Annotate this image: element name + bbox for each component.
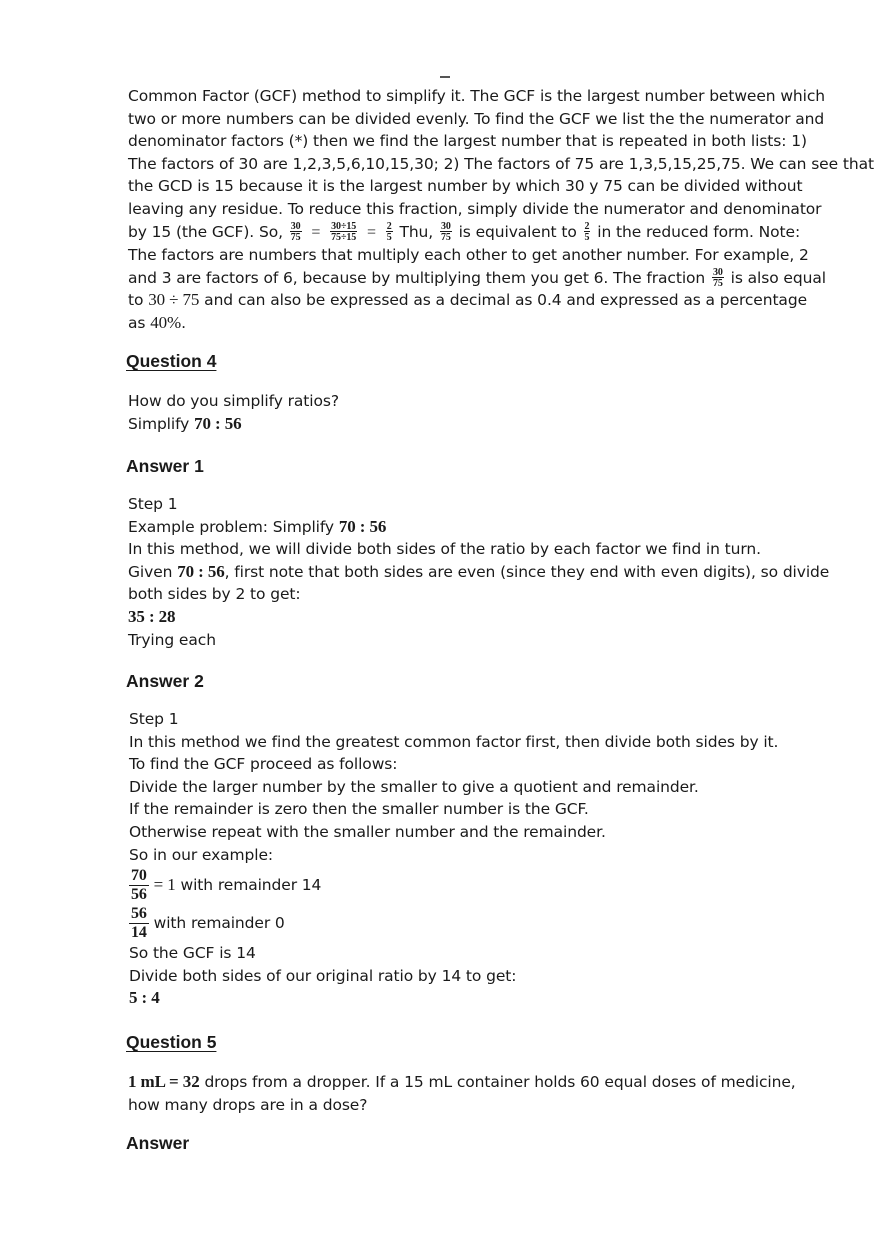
text-line: Divide the larger number by the smaller to give a quotient and remainder.	[129, 777, 699, 796]
math-expression: 40%	[150, 312, 182, 332]
text-line: To find the GCF proceed as follows:	[129, 755, 398, 774]
denominator: 56	[131, 886, 147, 904]
numerator: 2	[386, 221, 392, 233]
answer-1-body	[128, 493, 830, 651]
math-expression: = 1	[153, 875, 176, 895]
question-5-heading: Question 5	[126, 1032, 217, 1052]
denominator: 5	[584, 232, 590, 244]
text-line-with-fractions	[128, 221, 818, 245]
text-line: The factors are numbers that multiply each other to get another number. For example, 2	[128, 246, 809, 265]
numerator: 70	[131, 867, 147, 885]
fraction-30-75	[440, 222, 452, 242]
gcf-explanation-paragraph	[128, 85, 874, 335]
fraction-30-75	[712, 268, 724, 288]
text-fragment: Given	[128, 562, 173, 581]
text-line: Step 1	[128, 495, 178, 513]
math-expression: 1 mL = 32	[128, 1072, 200, 1091]
text-line: How do you simplify ratios?	[128, 392, 339, 410]
text-line: So in our example:	[129, 845, 274, 864]
text-line	[128, 1071, 818, 1094]
denominator: 5	[386, 232, 392, 244]
ratio-expression: 70 : 56	[338, 516, 387, 536]
ratio-expression: 35 : 28	[128, 606, 176, 626]
equals-sign: =	[311, 223, 321, 241]
text-line: In this method, we will divide both sides of the ratio by each factor we find in turn.	[128, 540, 761, 559]
answer-2-body	[129, 708, 819, 1010]
ratio-expression: 5 : 4	[129, 988, 160, 1008]
top-mark	[440, 76, 450, 78]
denominator: 75	[440, 232, 451, 244]
numerator: 56	[131, 905, 147, 923]
numerator: 30	[440, 221, 451, 233]
text-line: how many drops are in a dose?	[128, 1095, 368, 1114]
text-line	[128, 516, 818, 539]
fraction-30-75	[290, 222, 302, 242]
ratio-expression: 70 : 56	[177, 561, 225, 581]
fraction-70-56	[129, 867, 149, 904]
text-line: Step 1	[129, 710, 179, 728]
division-step-2	[129, 904, 819, 942]
division-step-1	[129, 866, 819, 904]
question-5-body	[128, 1071, 818, 1116]
text-fragment: is equivalent to	[458, 222, 577, 241]
text-line: both sides by 2 to get:	[128, 585, 301, 604]
text-line	[128, 561, 830, 584]
text-fragment: as	[128, 313, 146, 332]
text-line: So the GCF is 14	[129, 944, 256, 963]
text-line: In this method we find the greatest common factor first, then divide both sides by it.	[129, 732, 779, 751]
question-4-body	[128, 390, 818, 435]
text-fragment: and can also be expressed as a decimal as 0.4 and expressed as a percentage	[204, 291, 808, 310]
question-4-heading: Question 4	[126, 351, 217, 371]
text-fragment: drops from a dropper. If a 15 mL container holds 60 equal doses of medicine,	[204, 1073, 796, 1091]
text-line: The factors of 30 are 1,2,3,5,6,10,15,30; 2) The factors of 75 are 1,3,5,15,25,75. We can see that	[128, 154, 874, 173]
text-fragment: with remainder 14	[180, 876, 322, 895]
text-line	[128, 312, 818, 335]
fraction-divided	[330, 222, 357, 242]
answer-1-heading: Answer 1	[126, 456, 204, 476]
text-line-with-fraction	[128, 267, 826, 290]
text-line: Divide both sides of our original ratio by 14 to get:	[129, 966, 517, 985]
denominator: 75÷15	[331, 232, 357, 244]
text-fragment: with remainder 0	[153, 914, 285, 933]
text-line	[128, 413, 818, 436]
denominator: 75	[712, 278, 723, 290]
denominator: 14	[131, 924, 147, 942]
denominator: 75	[290, 232, 301, 244]
text-line: Common Factor (GCF) method to simplify it. The GCF is the largest number between which	[128, 87, 825, 105]
answer-2-heading: Answer 2	[126, 671, 204, 691]
text-fragment: Simplify	[128, 414, 190, 433]
text-line: leaving any residue. To reduce this fraction, simply divide the numerator and denominator	[128, 199, 822, 218]
text-fragment: is also equal	[730, 268, 826, 287]
text-fragment: Example problem: Simplify	[128, 517, 335, 536]
text-fragment: and 3 are factors of 6, because by multiplying them you get 6. The fraction	[128, 268, 706, 287]
numerator: 30	[712, 267, 723, 279]
text-fragment: by 15 (the GCF). So,	[128, 222, 283, 241]
text-line	[128, 289, 818, 312]
text-fragment: .	[181, 313, 186, 332]
text-line: the GCD is 15 because it is the largest number by which 30 y 75 can be divided without	[128, 177, 803, 196]
equals-sign: =	[366, 223, 376, 241]
answer-heading: Answer	[126, 1133, 190, 1153]
text-fragment: in the reduced form. Note:	[597, 222, 801, 241]
text-line: two or more numbers can be divided evenly. To find the GCF we list the the numerator and	[128, 109, 825, 128]
fraction-2-5	[386, 222, 393, 242]
numerator: 2	[584, 221, 590, 233]
fraction-56-14	[129, 905, 149, 942]
math-expression: 30 ÷ 75	[148, 290, 200, 310]
numerator: 30	[290, 221, 301, 233]
ratio-expression: 70 : 56	[194, 413, 242, 433]
text-fragment: Thu,	[399, 222, 434, 241]
text-fragment: to	[128, 291, 144, 310]
text-fragment: , first note that both sides are even (since they end with even digits), so divide	[224, 562, 830, 581]
text-line: Otherwise repeat with the smaller number and the remainder.	[129, 822, 606, 841]
numerator: 30÷15	[331, 221, 357, 233]
text-line: If the remainder is zero then the smaller number is the GCF.	[129, 800, 589, 819]
text-line: Trying each	[128, 630, 216, 649]
fraction-2-5	[584, 222, 591, 242]
text-line: denominator factors (*) then we find the largest number that is repeated in both lists: 1)	[128, 132, 807, 151]
